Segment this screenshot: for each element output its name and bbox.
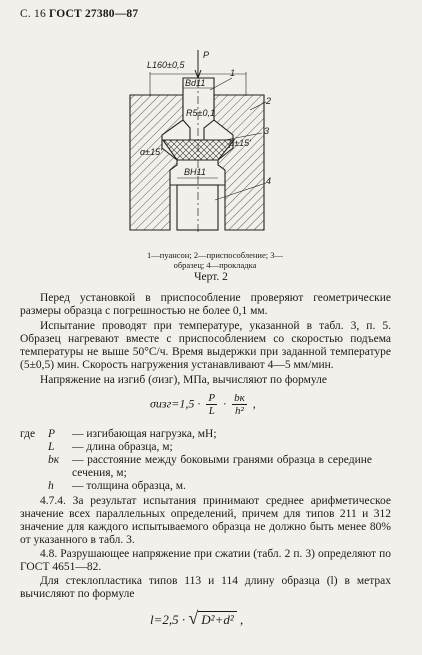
paragraph-4-8: 4.8. Разрушающее напряжение при сжатии (табл. 2 п. 3) определяют по ГОСТ 4651—82. [20,548,391,573]
fixture-drawing [0,0,422,255]
spacer [177,185,218,230]
paragraph-measure: Перед установкой в приспособление проверяют геометрические размеры образца с погрешностью не более 0,1 мм. [20,292,391,317]
bending-stress-formula: σизг=1,5 · $\frac{P}{L}$ · bк h² , [150,392,256,417]
paragraph-test-conditions: Испытание проводят при температуре, указанной в табл. 3, п. 5. Образец нагревают вместе с приспособлением со скоростью подъема температуры не выше 50°С/ч. Время выдержки при заданной температуре (5±0,5) мин. Скорость нагружения устанавливают 4—5 мм/мин. [20,320,391,371]
length-formula: l=2,5 · √ D²+d² , [150,608,244,628]
standard-code: ГОСТ 27380—87 [49,8,139,20]
figure-caption: 1—пуансон; 2—приспособление; 3—образец; 4—прокладка [147,250,283,270]
definition-row: h — толщина образца, м. [48,480,186,492]
definition-row: bк — расстояние между боковыми гранями образца в середине сечения, м; [48,454,372,479]
page-number: С. 16 [20,8,46,20]
paragraph-4-7-4: 4.7.4. За результат испытания принимают среднее арифметическое значение всех параллельных определений, причем для типов 211 и 312 значение для каждого испытываемого образца не должно быть менее 80% от указанного в табл. 3. [20,495,391,546]
bh-label: BH11 [184,167,206,177]
figure-title: Черт. 2 [194,271,228,283]
definition-row: L — длина образца, м; [48,441,173,453]
callout-3: 3 [264,126,270,136]
length-label: L160±0,5 [147,60,185,70]
fixture-right [214,95,264,230]
callout-1: 1 [230,68,236,78]
angle-beta-label: β±15' [229,138,251,148]
bd-label: Bd11 [185,78,206,88]
definition-row: где P — изгибающая нагрузка, мН; [20,428,217,440]
paragraph-length: Для стеклопластика типов 113 и 114 длину образца (l) в метрах вычисляют по формуле [20,575,391,600]
symbol-definitions [20,428,372,493]
fixture-left [130,95,183,230]
callout-2: 2 [266,96,272,106]
radius-label: R5±0,1 [186,108,215,118]
force-label: P [203,50,210,60]
paragraph-stress: Напряжение на изгиб (σизг), МПа, вычисляют по формуле [40,374,327,386]
callout-4: 4 [266,176,272,186]
angle-alpha-label: α±15' [140,147,162,157]
